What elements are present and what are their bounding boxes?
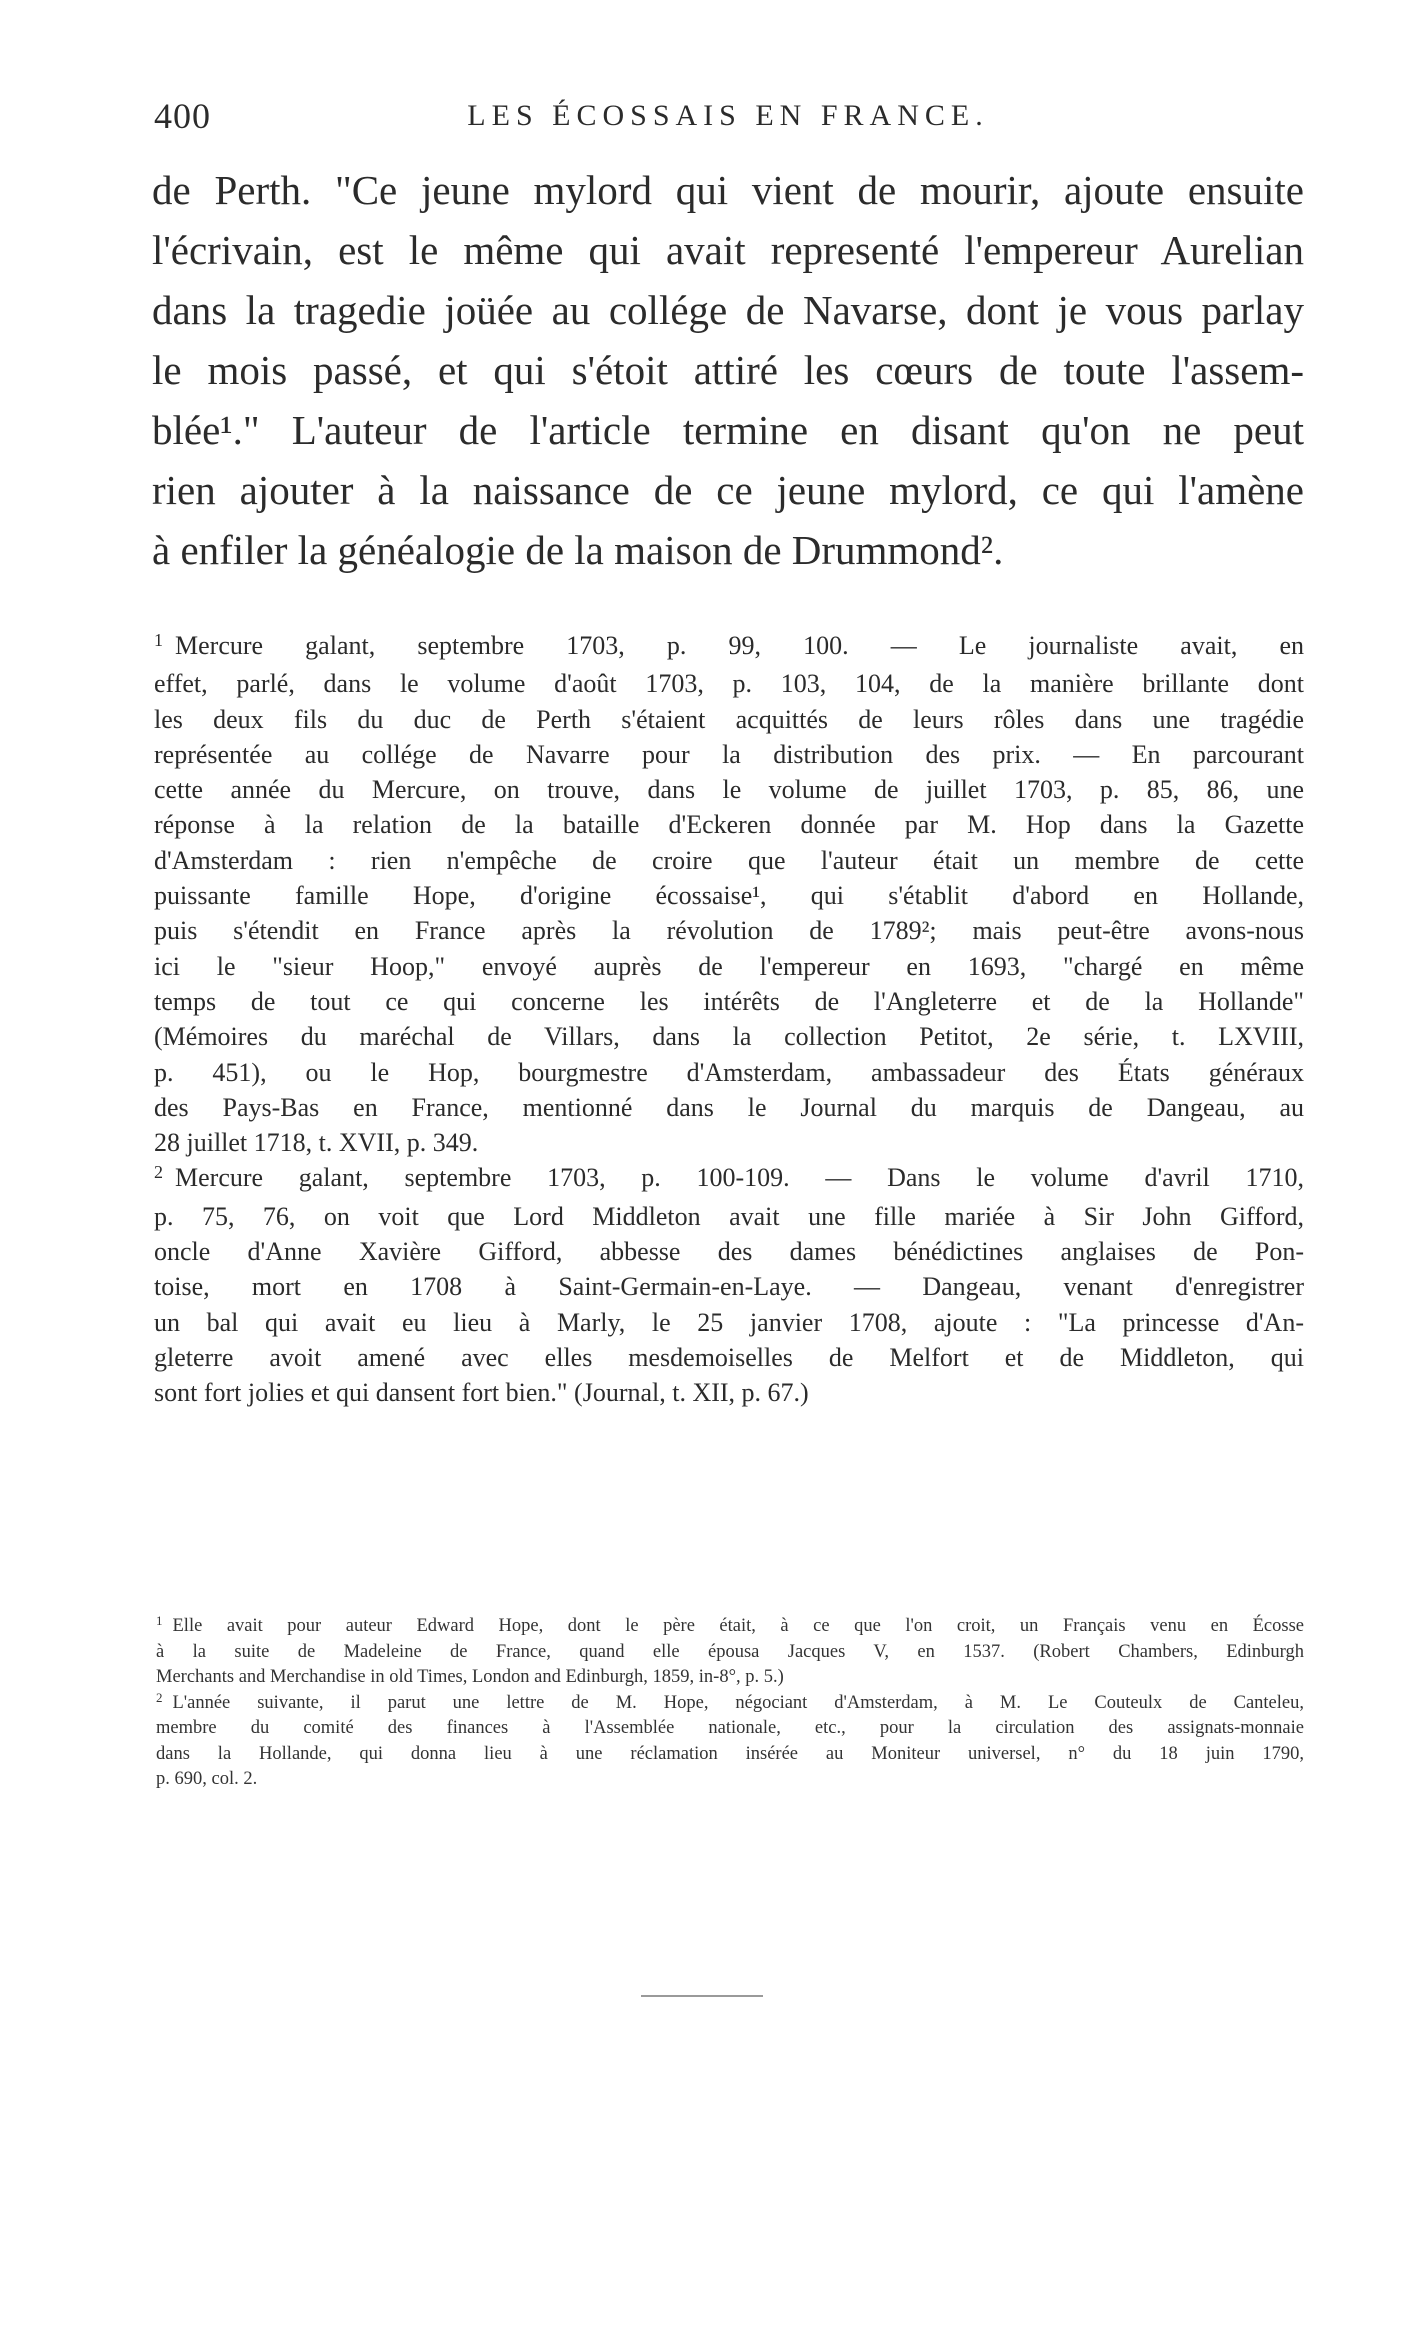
footnote-line: puissante famille Hope, d'origine écossaise¹, qui s'établit d'abord en Hollande, (154, 881, 1304, 911)
footnote-line: puis s'étendit en France après la révolution de 1789²; mais peut-être avons-nous (154, 916, 1304, 946)
footnote-line: les deux fils du duc de Perth s'étaient acquittés de leurs rôles dans une tragédie (154, 704, 1304, 734)
footnote-line: p. 451), ou le Hop, bourgmestre d'Amsterdam, ambassadeur des États généraux (154, 1057, 1304, 1087)
subnote-text: Elle avait pour auteur Edward Hope, dont le père était, à ce que l'on croit, un Français venu en Écosse (172, 1616, 1304, 1636)
subnote-line: p. 690, col. 2. (156, 1769, 258, 1789)
main-line: l'écrivain, est le même qui avait representé l'empereur Aurelian (152, 227, 1304, 273)
subnote-marker: 2 (156, 1689, 163, 1705)
footnote-line: ici le "sieur Hoop," envoyé auprès de l'empereur en 1693, "chargé en même (154, 951, 1304, 981)
main-line: dans la tragedie joüée au collége de Navarse, dont je vous parlay (152, 287, 1304, 333)
footnote-line: un bal qui avait eu lieu à Marly, le 25 janvier 1708, ajoute : "La princesse d'An- (154, 1307, 1304, 1337)
main-line: à enfiler la généalogie de la maison de Drummond². (152, 527, 1004, 573)
footnote-line: des Pays-Bas en France, mentionné dans le Journal du marquis de Dangeau, au (154, 1092, 1304, 1122)
footnote-text: Mercure galant, septembre 1703, p. 99, 100. — Le journaliste avait, en (175, 631, 1304, 660)
main-line: le mois passé, et qui s'étoit attiré les cœurs de toute l'assem- (152, 347, 1304, 393)
footnote-line: sont fort jolies et qui dansent fort bien." (Journal, t. XII, p. 67.) (154, 1378, 809, 1408)
footnote-marker: 1 (154, 630, 163, 650)
footnote-line: gleterre avoit amené avec elles mesdemoiselles de Melfort et de Middleton, qui (154, 1342, 1304, 1372)
end-rule (641, 1995, 763, 1997)
subnote-marker: 1 (156, 1613, 163, 1628)
footnote-line: 28 juillet 1718, t. XVII, p. 349. (154, 1128, 479, 1158)
footnote-text: Mercure galant, septembre 1703, p. 100-109. — Dans le volume d'avril 1710, (175, 1163, 1304, 1193)
subnotes (156, 1614, 1304, 1793)
footnote-line: oncle d'Anne Xavière Gifford, abbesse des dames bénédictines anglaises de Pon- (154, 1237, 1304, 1267)
page-header (154, 95, 1302, 145)
subnote-line: à la suite de Madeleine de France, quand elle épousa Jacques V, en 1537. (Robert Chambers, Edinburgh (156, 1641, 1304, 1662)
subnote-line: membre du comité des finances à l'Assemblée nationale, etc., pour la circulation des assignats-monnaie (156, 1718, 1304, 1738)
footnote-line: représentée au collége de Navarre pour la distribution des prix. — En parcourant (154, 739, 1304, 769)
footnote-marker: 2 (154, 1162, 163, 1183)
running-head: LES ÉCOSSAIS EN FRANCE. (467, 99, 989, 132)
footnote-line: temps de tout ce qui concerne les intérêts de l'Angleterre et de la Hollande" (154, 986, 1304, 1016)
footnote-line (154, 628, 1304, 666)
main-line: de Perth. "Ce jeune mylord qui vient de mourir, ajoute ensuite (152, 167, 1304, 213)
subnote-line: Merchants and Merchandise in old Times, London and Edinburgh, 1859, in-8°, p. 5.) (156, 1667, 784, 1687)
subnote-line (156, 1614, 1304, 1640)
main-paragraph (152, 160, 1304, 580)
subnote-line: dans la Hollande, qui donna lieu à une réclamation insérée au Moniteur universel, n° du 18 juin 1790, (156, 1743, 1304, 1764)
footnote-line: (Mémoires du maréchal de Villars, dans la collection Petitot, 2e série, t. LXVIII, (154, 1022, 1304, 1052)
main-line: blée¹." L'auteur de l'article termine en disant qu'on ne peut (152, 407, 1304, 453)
subnote-text: L'année suivante, il parut une lettre de M. Hope, négociant d'Amsterdam, à M. Le Couteulx de Canteleu, (172, 1692, 1304, 1713)
footnote-line (154, 1160, 1304, 1198)
subnote-line (156, 1691, 1304, 1717)
footnote-line: d'Amsterdam : rien n'empêche de croire que l'auteur était un membre de cette (154, 845, 1304, 875)
footnote-line: p. 75, 76, on voit que Lord Middleton avait une fille mariée à Sir John Gifford, (154, 1201, 1304, 1231)
footnote-line: cette année du Mercure, on trouve, dans le volume de juillet 1703, p. 85, 86, une (154, 775, 1304, 805)
page-number: 400 (154, 96, 211, 136)
main-line: rien ajouter à la naissance de ce jeune mylord, ce qui l'amène (152, 467, 1304, 513)
footnote-line: réponse à la relation de la bataille d'Eckeren donnée par M. Hop dans la Gazette (154, 810, 1304, 840)
footnote-line: effet, parlé, dans le volume d'août 1703, p. 103, 104, de la manière brillante dont (154, 669, 1304, 699)
footnotes (154, 628, 1304, 1411)
footnote-line: toise, mort en 1708 à Saint-Germain-en-Laye. — Dangeau, venant d'enregistrer (154, 1272, 1304, 1302)
